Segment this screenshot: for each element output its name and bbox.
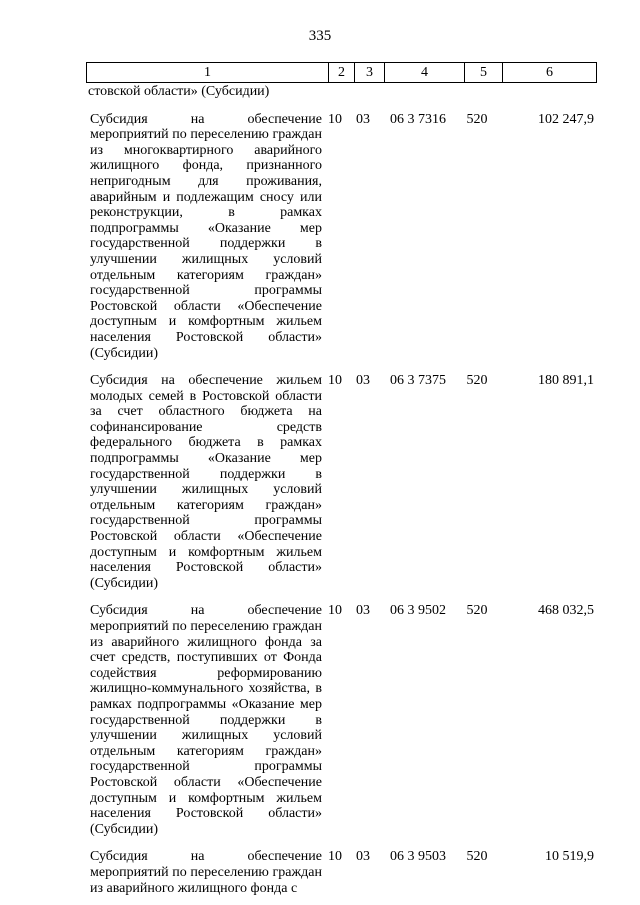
table-body: [86, 84, 596, 896]
row-subsection: 03: [356, 373, 370, 389]
row-section: 10: [328, 111, 342, 127]
table-row: [86, 112, 596, 362]
continuation-text: стовской области» (Субсидии): [88, 84, 270, 99]
column-header-3: 3: [355, 63, 385, 83]
column-header-1: 1: [87, 63, 329, 83]
row-target-code: 06 3 7375: [390, 373, 446, 389]
row-description: Субсидия на обеспечение мероприятий по переселению граждан из многоквартирного аварийного жилищного фонда, признанного непригодным для проживания, аварийным и подлежащим сносу или реконструкции, в рамках подпрограммы «Оказание мер государственной поддержки в улучшении жилищных условий отдельным категориям граждан» государственной программы Ростовской области «Обеспечение доступным и комфортным жильем населения Ростовской области» (Субсидии): [90, 111, 322, 361]
row-subsection: 03: [356, 111, 370, 127]
row-subsection: 03: [356, 849, 370, 865]
page-number: 335: [308, 28, 332, 44]
column-header-6: 6: [503, 63, 597, 83]
row-description: Субсидия на обеспечение мероприятий по переселению граждан из аварийного жилищного фонда с: [90, 849, 322, 896]
column-header-5: 5: [465, 63, 503, 83]
column-header-table: [86, 62, 597, 83]
column-header-row: [87, 63, 597, 83]
row-expense-type: 520: [466, 373, 488, 389]
table-row: [86, 849, 596, 896]
row-expense-type: 520: [466, 111, 488, 127]
row-subsection: 03: [356, 603, 370, 619]
column-header-2: 2: [329, 63, 355, 83]
table-row: [86, 373, 596, 591]
row-amount: 468 032,5: [538, 603, 594, 619]
row-section: 10: [328, 849, 342, 865]
column-header-4: 4: [385, 63, 465, 83]
row-section: 10: [328, 603, 342, 619]
row-target-code: 06 3 7316: [390, 111, 446, 127]
row-description: Субсидия на обеспечение жильем молодых семей в Ростовской области за счет областного бюджета на софинансирование средств федерального бюджета в рамках подпрограммы «Оказание мер государственной поддержки в улучшении жилищных условий отдельным категориям граждан» государственной программы Ростовской области «Обеспечение доступным и комфортным жильем населения Ростовской области» (Субсидии): [90, 373, 322, 591]
row-expense-type: 520: [466, 603, 488, 619]
row-amount: 102 247,9: [538, 111, 594, 127]
row-description: Субсидия на обеспечение мероприятий по переселению граждан из аварийного жилищного фонда за счет средств, поступивших от Фонда содействия реформированию жилищно-коммунального хозяйства, в рамках подпрограммы «Оказание мер государственной поддержки в улучшении жилищных условий отдельным категориям граждан» государственной программы Ростовской области «Обеспечение доступным и комфортным жильем населения Ростовской области» (Субсидии): [90, 603, 322, 837]
row-expense-type: 520: [466, 849, 488, 865]
row-target-code: 06 3 9502: [390, 603, 446, 619]
row-amount: 180 891,1: [538, 373, 594, 389]
row-target-code: 06 3 9503: [390, 849, 446, 865]
table-row: [86, 603, 596, 837]
row-amount: 10 519,9: [545, 849, 594, 865]
row-section: 10: [328, 373, 342, 389]
